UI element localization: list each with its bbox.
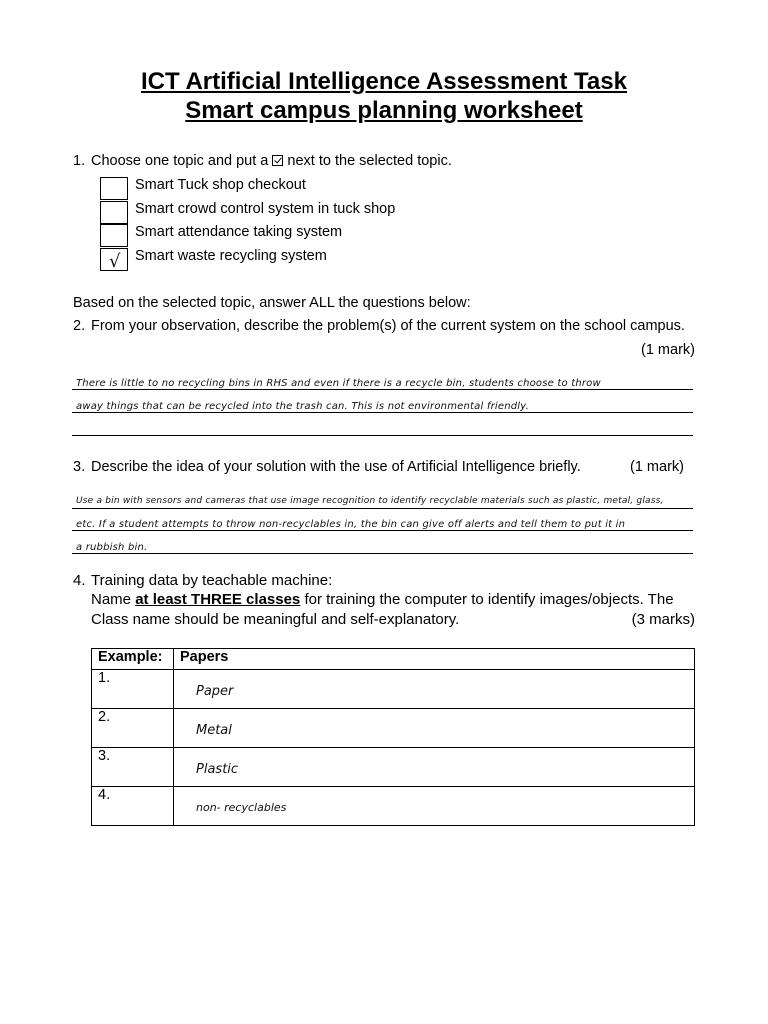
topic-option-4: Smart waste recycling system bbox=[135, 248, 327, 264]
q3-answer-line-3: a rubbish bin. bbox=[76, 542, 148, 553]
topic-checkbox-1[interactable] bbox=[100, 177, 128, 200]
q2-answer-line-1: There is little to no recycling bins in RHS and even if there is a recycle bin, students choose to throw bbox=[76, 378, 601, 389]
table-row bbox=[92, 670, 695, 709]
title-line-1: ICT Artificial Intelligence Assessment Task bbox=[141, 68, 627, 95]
example-label: Example: bbox=[92, 649, 174, 670]
q4-line-2: Name at least THREE classes for training the computer to identify images/objects. The bbox=[91, 591, 674, 608]
row-number: 4. bbox=[92, 787, 174, 826]
handwritten-tick-mark: √ bbox=[109, 251, 121, 272]
q3-marks: (1 mark) bbox=[630, 459, 684, 475]
topic-checkbox-3[interactable] bbox=[100, 224, 128, 247]
answer-rule bbox=[72, 553, 693, 554]
instructions: Based on the selected topic, answer ALL the questions below: bbox=[73, 295, 471, 311]
table-row bbox=[92, 748, 695, 787]
q2-number: 2. bbox=[73, 318, 86, 334]
topic-checkbox-2[interactable] bbox=[100, 201, 128, 224]
class-name-cell[interactable]: Plastic bbox=[174, 748, 695, 787]
checkbox-checked-icon bbox=[272, 155, 283, 166]
q2-marks: (1 mark) bbox=[641, 342, 695, 358]
topic-option-2: Smart crowd control system in tuck shop bbox=[135, 201, 396, 217]
q3-prompt: Describe the idea of your solution with the use of Artificial Intelligence briefly. bbox=[91, 459, 581, 475]
topic-checkbox-4[interactable] bbox=[100, 248, 128, 271]
q1-prompt-before: Choose one topic and put a bbox=[91, 153, 269, 169]
q4-line-1: Training data by teachable machine: bbox=[91, 572, 333, 589]
q4-number: 4. bbox=[73, 572, 86, 589]
row-number: 2. bbox=[92, 709, 174, 748]
q3-number: 3. bbox=[73, 459, 86, 475]
q4-emphasis: at least THREE classes bbox=[135, 591, 301, 608]
q4-marks: (3 marks) bbox=[631, 611, 695, 628]
class-table bbox=[91, 648, 695, 826]
answer-rule bbox=[72, 530, 693, 531]
answer-rule bbox=[72, 508, 693, 509]
row-number: 1. bbox=[92, 670, 174, 709]
class-name-cell[interactable]: Paper bbox=[174, 670, 695, 709]
class-name-cell[interactable]: Metal bbox=[174, 709, 695, 748]
q2-prompt: From your observation, describe the problem(s) of the current system on the school campus. bbox=[91, 318, 685, 334]
table-row bbox=[92, 787, 695, 826]
class-name-cell[interactable]: non- recyclables bbox=[174, 787, 695, 826]
example-value: Papers bbox=[174, 649, 695, 670]
topic-option-3: Smart attendance taking system bbox=[135, 224, 343, 240]
row-number: 3. bbox=[92, 748, 174, 787]
q1-number: 1. bbox=[73, 153, 86, 169]
answer-rule bbox=[72, 389, 693, 390]
table-row bbox=[92, 709, 695, 748]
answer-rule bbox=[72, 435, 693, 436]
q1-prompt bbox=[91, 153, 452, 169]
q4-line-3: Class name should be meaningful and self-explanatory. bbox=[91, 611, 460, 628]
q3-answer-line-2: etc. If a student attempts to throw non-recyclables in, the bin can give off alerts and tell them to put it in bbox=[76, 519, 626, 530]
q2-answer-line-2: away things that can be recycled into the trash can. This is not environmental friendly. bbox=[76, 401, 529, 412]
table-header-row bbox=[92, 649, 695, 670]
topic-option-1: Smart Tuck shop checkout bbox=[135, 177, 306, 193]
q3-answer-line-1: Use a bin with sensors and cameras that use image recognition to identify recyclable materials such as plastic, metal, glass, bbox=[76, 496, 664, 506]
q1-prompt-after: next to the selected topic. bbox=[287, 153, 452, 169]
answer-rule bbox=[72, 412, 693, 413]
title-line-2: Smart campus planning worksheet bbox=[185, 97, 583, 124]
